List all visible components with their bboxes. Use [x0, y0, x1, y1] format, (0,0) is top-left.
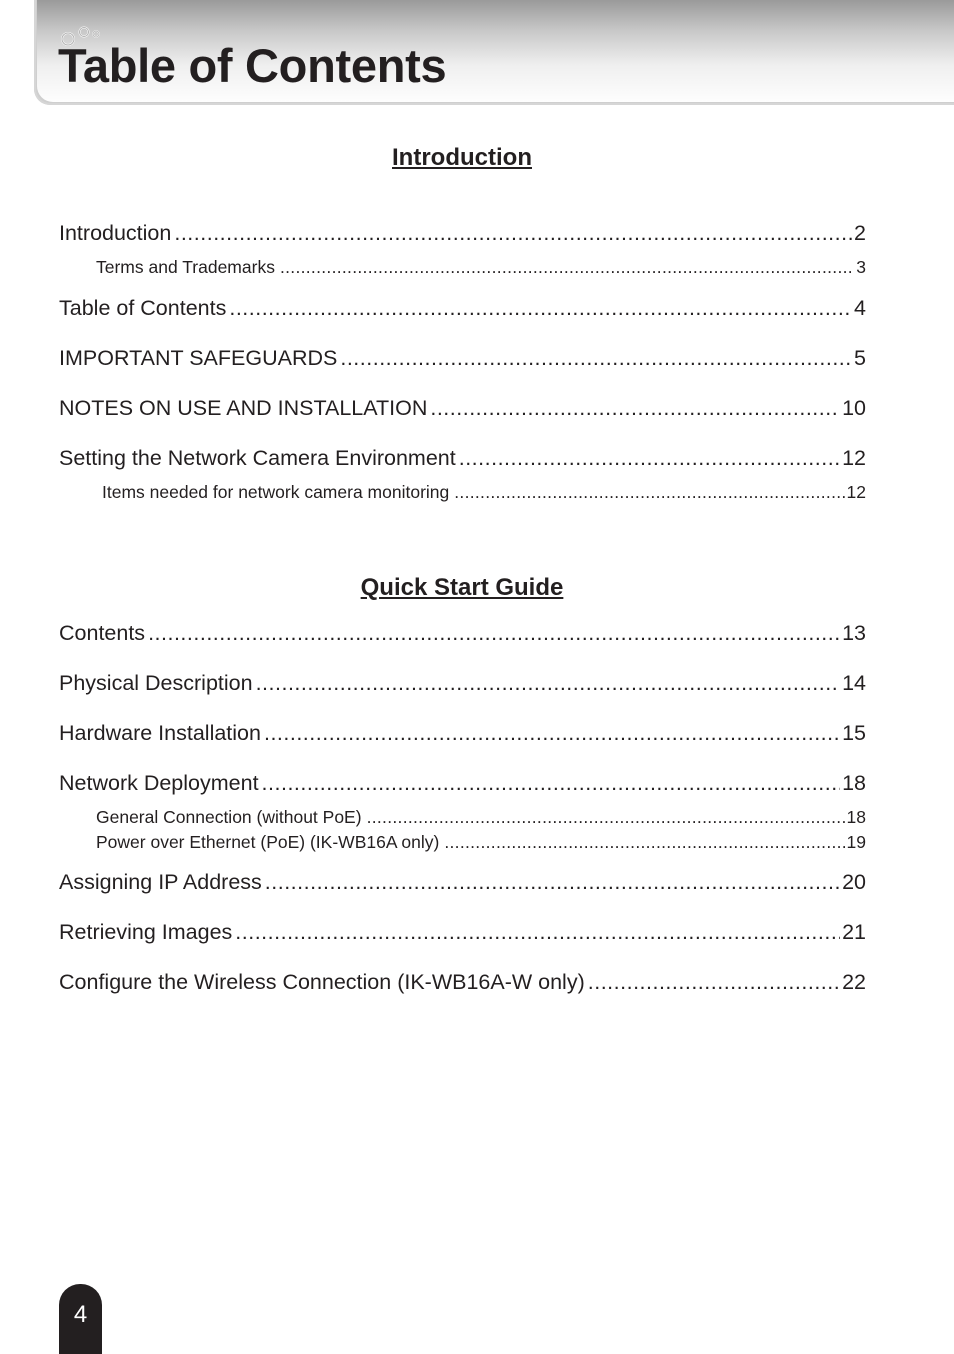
toc-entry-title: Table of Contents: [59, 296, 227, 320]
toc-entry-hardware-installation[interactable]: [59, 721, 866, 749]
toc-entry-table-of-contents[interactable]: [59, 296, 866, 324]
toc-page-number: 4: [854, 296, 866, 320]
toc-dot-leader: [256, 671, 841, 696]
toc-dot-leader: [174, 221, 852, 246]
toc-dot-leader: [444, 832, 844, 853]
toc-dot-leader: [265, 870, 840, 895]
toc-dot-leader: [459, 446, 840, 471]
toc-entry-contents[interactable]: [59, 621, 866, 649]
toc-entry-title: Assigning IP Address: [59, 870, 262, 894]
toc-entry-title: Terms and Trademarks: [96, 257, 275, 277]
toc-page-number: 15: [842, 721, 866, 745]
toc-dot-leader: [280, 257, 854, 278]
toc-page-number: 18: [842, 771, 866, 795]
toc-entry-title: Items needed for network camera monitoring: [102, 482, 450, 502]
toc-dot-leader: [264, 721, 840, 746]
toc-page-number: 10: [842, 396, 866, 420]
toc-dot-leader: [262, 771, 841, 796]
toc-dot-leader: [148, 621, 840, 646]
toc-page-number: 22: [842, 970, 866, 994]
toc-page-number: 3: [856, 257, 866, 277]
toc-page-number: 12: [846, 482, 866, 502]
toc-entry-important-safeguards[interactable]: [59, 346, 866, 374]
toc-entry-title: IMPORTANT SAFEGUARDS: [59, 346, 338, 370]
toc-entry-assigning-ip-address[interactable]: [59, 870, 866, 898]
toc-entry-title: Power over Ethernet (PoE) (IK-WB16A only): [96, 832, 440, 852]
toc-entry-configure-wireless[interactable]: [59, 970, 866, 998]
toc-entry-title: Introduction: [59, 221, 172, 245]
section-heading-quick-start-guide[interactable]: Quick Start Guide: [360, 574, 564, 601]
section-heading-introduction[interactable]: Introduction: [392, 144, 532, 171]
toc-subentry-items-needed[interactable]: [102, 482, 866, 504]
toc-subentry-power-over-ethernet[interactable]: [96, 832, 866, 854]
toc-entry-title: Contents: [59, 621, 146, 645]
toc-entry-physical-description[interactable]: [59, 671, 866, 699]
toc-dot-leader: [229, 296, 852, 321]
toc-page-number: 20: [842, 870, 866, 894]
toc-subentry-terms-and-trademarks[interactable]: [96, 257, 866, 279]
toc-page-number: 19: [846, 832, 866, 852]
toc-entry-introduction[interactable]: [59, 221, 866, 249]
toc-page-number: 13: [842, 621, 866, 645]
toc-page-number: 14: [842, 671, 866, 695]
toc-entry-title: Hardware Installation: [59, 721, 261, 745]
page-number: 4: [73, 1301, 88, 1328]
page-title: Table of Contents: [58, 39, 447, 92]
toc-entry-title: Setting the Network Camera Environment: [59, 446, 456, 470]
toc-subentry-general-connection[interactable]: [96, 807, 866, 829]
toc-entry-title: NOTES ON USE AND INSTALLATION: [59, 396, 428, 420]
toc-entry-retrieving-images[interactable]: [59, 920, 866, 948]
toc-dot-leader: [430, 396, 840, 421]
toc-page-number: 5: [854, 346, 866, 370]
toc-dot-leader: [235, 920, 840, 945]
toc-entry-network-deployment[interactable]: [59, 771, 866, 799]
toc-entry-title: Network Deployment: [59, 771, 259, 795]
toc-entry-notes-on-use[interactable]: [59, 396, 866, 424]
toc-dot-leader: [340, 346, 852, 371]
toc-entry-network-camera-environment[interactable]: [59, 446, 866, 474]
toc-page-number: 18: [846, 807, 866, 827]
toc-page-number: 12: [842, 446, 866, 470]
toc-entry-title: Configure the Wireless Connection (IK-WB16A-W only): [59, 970, 585, 994]
toc-dot-leader: [454, 482, 844, 503]
toc-page-number: 21: [842, 920, 866, 944]
toc-entry-title: Physical Description: [59, 671, 253, 695]
toc-page-number: 2: [854, 221, 866, 245]
toc-dot-leader: [367, 807, 845, 828]
toc-dot-leader: [588, 970, 840, 995]
toc-entry-title: Retrieving Images: [59, 920, 233, 944]
toc-entry-title: General Connection (without PoE): [96, 807, 362, 827]
